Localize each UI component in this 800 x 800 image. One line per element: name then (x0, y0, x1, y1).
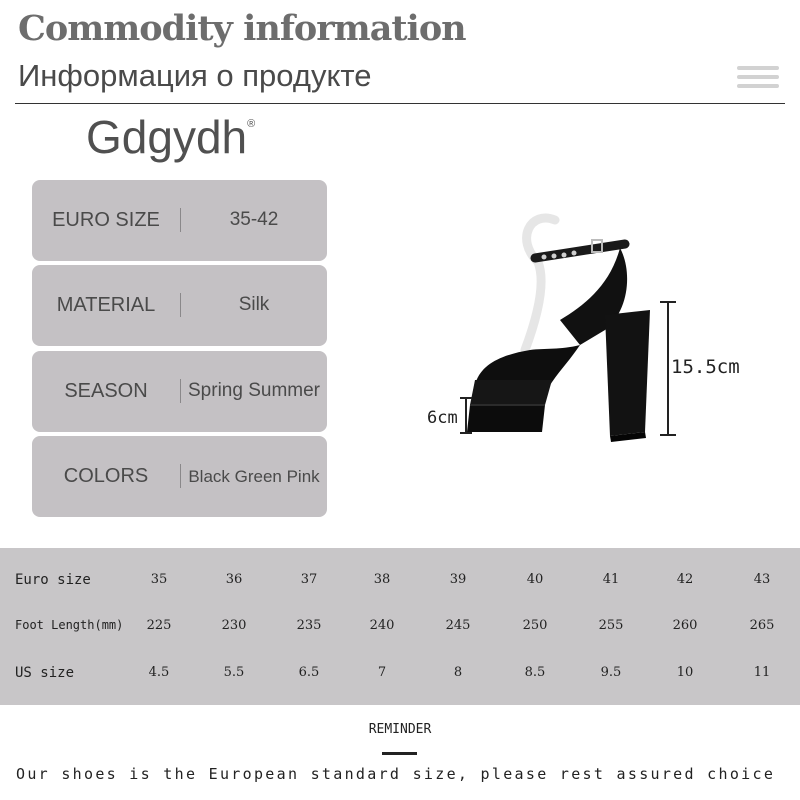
row-label: Foot Length(mm) (15, 618, 124, 632)
spec-material (32, 265, 327, 346)
table-cell: 6.5 (298, 665, 320, 680)
table-row-foot-length (0, 618, 800, 648)
brand-name: Gdgydh (86, 111, 248, 163)
row-label: Euro size (15, 572, 91, 588)
table-cell: 36 (225, 572, 243, 587)
table-cell: 9.5 (600, 665, 622, 680)
size-table (0, 548, 800, 705)
table-cell: 40 (526, 572, 544, 587)
platform-heel-shoe-icon (420, 200, 760, 480)
page-subtitle: Информация о продукте (18, 58, 372, 93)
table-cell: 39 (449, 572, 467, 587)
table-cell: 250 (522, 618, 548, 633)
table-cell: 7 (377, 665, 387, 680)
page-title: Commodity information (18, 8, 466, 49)
spec-key: EURO SIZE (52, 209, 160, 231)
spec-value: 35-42 (229, 209, 279, 230)
table-cell: 10 (676, 665, 694, 680)
spec-value: Spring Summer (188, 380, 320, 401)
reminder-title: REMINDER (368, 722, 432, 737)
registered-mark: ® (247, 118, 256, 130)
row-label: US size (15, 665, 75, 681)
table-cell: 240 (369, 618, 395, 633)
table-cell: 8.5 (524, 665, 546, 680)
table-cell: 42 (676, 572, 694, 587)
hamburger-menu-icon[interactable] (737, 66, 779, 90)
reminder-divider (382, 752, 417, 755)
table-cell: 255 (598, 618, 624, 633)
table-cell: 35 (150, 572, 168, 587)
spec-value: Silk (238, 294, 270, 315)
spec-key: SEASON (64, 380, 148, 402)
table-row-euro (0, 572, 800, 602)
table-cell: 8 (453, 665, 463, 680)
spec-colors (32, 436, 327, 517)
table-cell: 37 (300, 572, 318, 587)
table-cell: 230 (221, 618, 247, 633)
table-cell: 260 (672, 618, 698, 633)
spec-key: COLORS (63, 465, 149, 487)
table-cell: 245 (445, 618, 471, 633)
spec-season (32, 351, 327, 432)
table-cell: 265 (749, 618, 775, 633)
table-cell: 43 (753, 572, 771, 587)
header-divider (15, 103, 785, 104)
brand-logo (86, 110, 255, 164)
table-cell: 4.5 (148, 665, 170, 680)
spec-key: MATERIAL (56, 294, 156, 316)
table-row-us-size (0, 665, 800, 695)
table-cell: 225 (146, 618, 172, 633)
reminder-text: Our shoes is the European standard size, please rest assured choice (16, 765, 776, 783)
table-cell: 235 (296, 618, 322, 633)
table-cell: 41 (602, 572, 620, 587)
table-cell: 11 (753, 665, 771, 680)
spec-euro-size (32, 180, 327, 261)
platform-height-label: 6cm (427, 408, 458, 428)
spec-value: Black Green Pink (188, 467, 320, 486)
table-cell: 38 (373, 572, 391, 587)
table-cell: 5.5 (223, 665, 245, 680)
heel-height-label: 15.5cm (671, 356, 740, 378)
